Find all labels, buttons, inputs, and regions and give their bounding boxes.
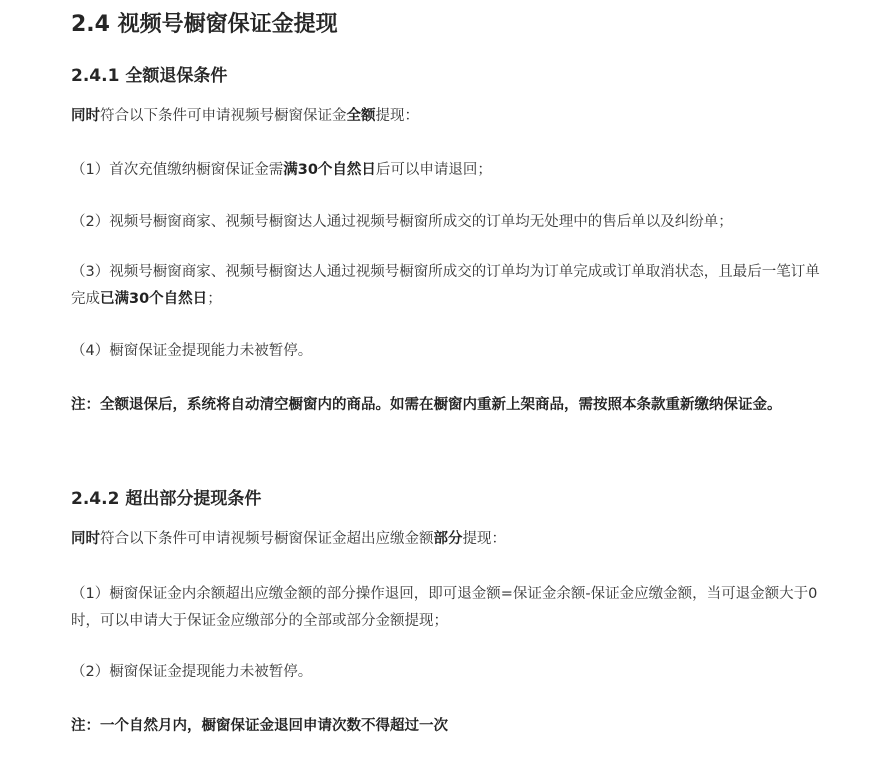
subsection-heading-full-refund: 2.4.1 全额退保条件 — [71, 66, 228, 86]
intro-text: 符合以下条件可申请视频号橱窗保证金 — [100, 108, 347, 124]
section-title: 2.4 视频号橱窗保证金提现 — [71, 12, 338, 37]
full-refund-intro — [71, 103, 821, 130]
full-refund-condition-3 — [71, 259, 821, 313]
condition-text-end: 后可以申请退回； — [375, 162, 492, 178]
partial-refund-intro — [71, 526, 821, 553]
condition-text-end: ； — [207, 291, 222, 307]
condition-bold: 满30个自然日 — [283, 162, 376, 178]
full-refund-condition-2: （2）视频号橱窗商家、视频号橱窗达人通过视频号橱窗所成交的订单均无处理中的售后单以及纠纷单； — [71, 214, 733, 230]
condition-text: （1）首次充值缴纳橱窗保证金需 — [71, 162, 284, 178]
full-refund-note: 注：全额退保后，系统将自动清空橱窗内的商品。如需在橱窗内重新上架商品，需按照本条款重新缴纳保证金。 — [71, 397, 782, 413]
intro-bold-full: 全额 — [346, 108, 376, 124]
partial-refund-note: 注：一个自然月内，橱窗保证金退回申请次数不得超过一次 — [71, 718, 448, 734]
intro-text: 符合以下条件可申请视频号橱窗保证金超出应缴金额 — [100, 531, 434, 547]
intro-text-end: 提现： — [462, 531, 506, 547]
intro-bold-partial: 部分 — [433, 531, 463, 547]
full-refund-condition-4: （4）橱窗保证金提现能力未被暂停。 — [71, 343, 313, 359]
intro-bold-simultaneous: 同时 — [71, 108, 100, 124]
subsection-heading-partial-refund: 2.4.2 超出部分提现条件 — [71, 489, 262, 509]
intro-text-end: 提现： — [375, 108, 419, 124]
condition-bold: 已满30个自然日 — [100, 291, 208, 307]
intro-bold-simultaneous: 同时 — [71, 531, 100, 547]
condition-text: （3）视频号橱窗商家、视频号橱窗达人通过视频号橱窗所成交的订单均为订单完成或订单取消状态，且最后一笔订单完成 — [71, 264, 820, 307]
partial-refund-condition-2: （2）橱窗保证金提现能力未被暂停。 — [71, 664, 313, 680]
partial-refund-condition-1: （1）橱窗保证金内余额超出应缴金额的部分操作退回，即可退金额=保证金余额-保证金应缴金额，当可退金额大于0时，可以申请大于保证金应缴部分的全部或部分金额提现； — [71, 586, 818, 629]
full-refund-condition-1 — [71, 157, 821, 184]
